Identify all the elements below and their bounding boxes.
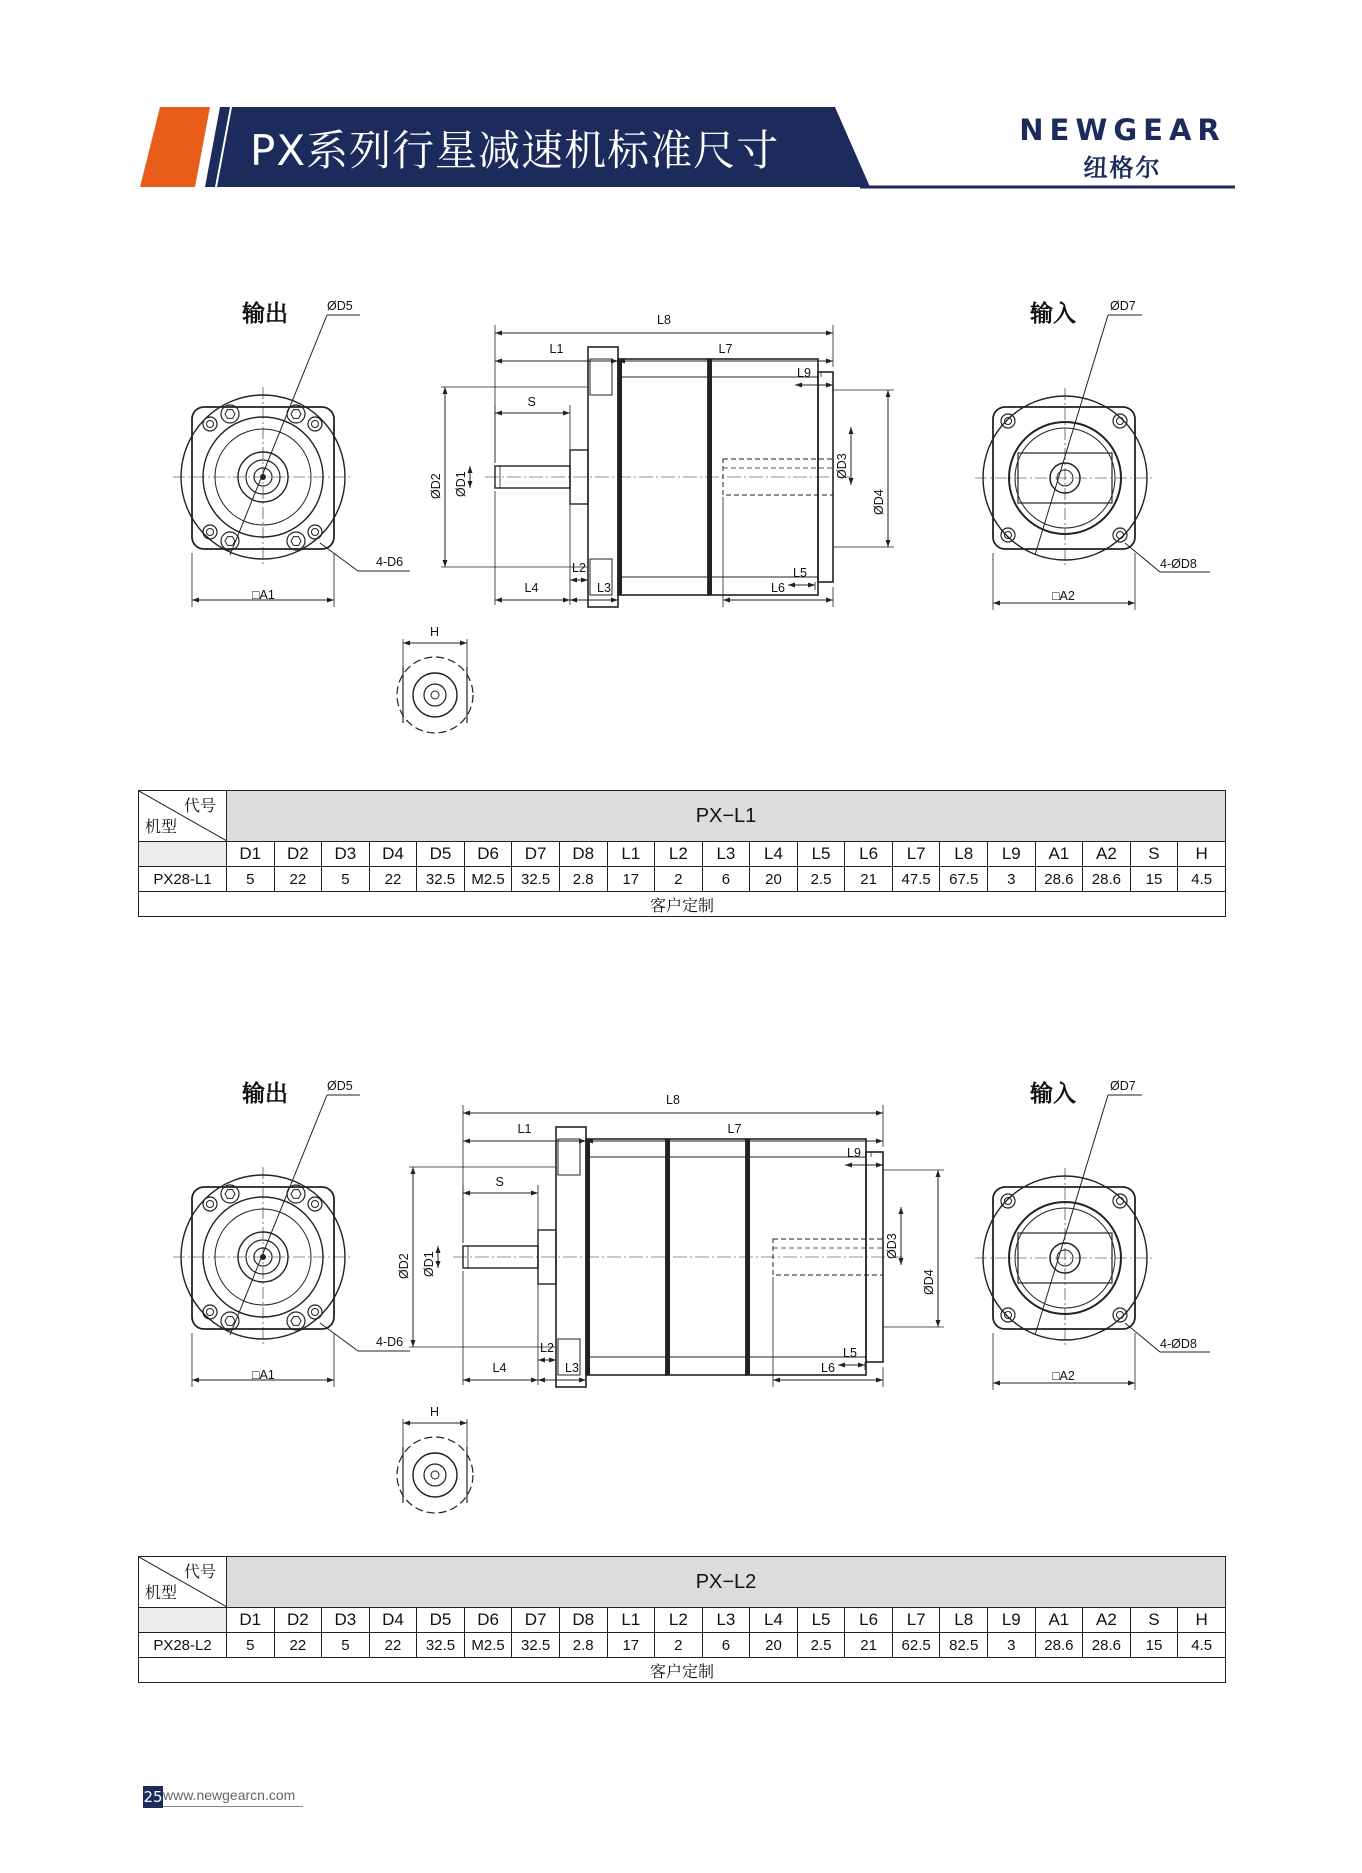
column-header-a2: A2 (1083, 1608, 1131, 1633)
dim-label-h: H (430, 625, 440, 639)
dim-label-d2: ØD2 (397, 1253, 411, 1279)
dim-label-d6: 4-D6 (376, 1335, 404, 1349)
value-cell-d6: M2.5 (464, 867, 512, 892)
custom-note: 客户定制 (139, 892, 1226, 917)
value-cell-l8: 82.5 (940, 1633, 988, 1658)
dim-label-l3: L3 (597, 581, 611, 595)
model-label: 机型 (145, 1585, 178, 1602)
column-header-d2: D2 (274, 842, 322, 867)
dim-label-l7: L7 (718, 342, 733, 356)
dim-label-l9: L9 (847, 1146, 861, 1160)
column-header-d7: D7 (512, 1608, 560, 1633)
input-label: 输入 (1030, 1081, 1076, 1107)
dim-label-l5: L5 (843, 1346, 857, 1360)
orange-stripe (140, 107, 210, 187)
dim-label-l9: L9 (797, 366, 811, 380)
dim-label-d7: ØD7 (1110, 1079, 1136, 1093)
value-cell-l9: 3 (988, 1633, 1036, 1658)
value-cell-l1: 17 (607, 867, 655, 892)
value-cell-d1: 5 (227, 1633, 275, 1658)
dim-label-l7: L7 (727, 1122, 742, 1136)
column-header-l2: L2 (655, 1608, 703, 1633)
value-cell-l4: 20 (750, 867, 798, 892)
value-cell-l6: 21 (845, 867, 893, 892)
column-header-s: S (1130, 1608, 1178, 1633)
value-cell-l3: 6 (702, 1633, 750, 1658)
column-header-d2: D2 (274, 1608, 322, 1633)
value-cell-l7: 47.5 (892, 867, 940, 892)
column-header-d8: D8 (559, 842, 607, 867)
value-cell-l8: 67.5 (940, 867, 988, 892)
column-header-l3: L3 (702, 842, 750, 867)
dim-label-l1: L1 (517, 1122, 532, 1136)
code-label: 代号 (183, 798, 216, 815)
column-header-a1: A1 (1035, 842, 1083, 867)
value-cell-a2: 28.6 (1083, 867, 1131, 892)
dim-label-a2: □A2 (1052, 589, 1075, 603)
column-header-d3: D3 (322, 1608, 370, 1633)
drawing-px-l1 (130, 285, 1240, 775)
value-cell-d8: 2.8 (559, 867, 607, 892)
value-cell-d7: 32.5 (512, 1633, 560, 1658)
dim-label-l2: L2 (540, 1341, 554, 1355)
value-cell-l3: 6 (702, 867, 750, 892)
model-cell: PX28-L1 (139, 867, 227, 892)
blank-cell (139, 842, 227, 867)
column-header-a1: A1 (1035, 1608, 1083, 1633)
dim-label-l5: L5 (793, 566, 807, 580)
column-header-l8: L8 (940, 842, 988, 867)
website-url: www.newgearcn.com (163, 1787, 296, 1803)
column-header-d4: D4 (369, 842, 417, 867)
dim-label-d6: 4-D6 (376, 555, 404, 569)
dim-label-s: S (527, 395, 536, 409)
dim-label-l3: L3 (565, 1361, 579, 1375)
code-label: 代号 (183, 1564, 216, 1581)
column-header-d7: D7 (512, 842, 560, 867)
dim-label-a1: □A1 (252, 1368, 275, 1382)
dim-label-d1: ØD1 (422, 1251, 436, 1277)
value-cell-l1: 17 (607, 1633, 655, 1658)
dim-label-d3: ØD3 (835, 453, 849, 479)
column-header-l8: L8 (940, 1608, 988, 1633)
dim-label-d2: ØD2 (429, 473, 443, 499)
value-cell-d4: 22 (369, 1633, 417, 1658)
value-cell-h: 4.5 (1178, 1633, 1226, 1658)
value-cell-s: 15 (1130, 867, 1178, 892)
brand-logo-text: NEWGEAR (1019, 113, 1226, 147)
value-cell-d8: 2.8 (559, 1633, 607, 1658)
column-header-l4: L4 (750, 1608, 798, 1633)
column-header-l6: L6 (845, 842, 893, 867)
dim-label-d5: ØD5 (327, 1079, 353, 1093)
value-cell-a2: 28.6 (1083, 1633, 1131, 1658)
column-header-l1: L1 (607, 1608, 655, 1633)
dim-label-a1: □A1 (252, 588, 275, 602)
dim-label-d7: ØD7 (1110, 299, 1136, 313)
column-header-l5: L5 (797, 842, 845, 867)
brand-logo-chinese: 纽格尔 (1083, 154, 1162, 182)
spec-table-px-l2 (138, 1556, 1226, 1683)
column-header-s: S (1130, 842, 1178, 867)
value-cell-l7: 62.5 (892, 1633, 940, 1658)
technical-drawing (130, 285, 1240, 775)
dim-label-l1: L1 (549, 342, 564, 356)
dim-label-d4: ØD4 (872, 489, 886, 515)
value-cell-l4: 20 (750, 1633, 798, 1658)
dim-label-d8: 4-ØD8 (1160, 557, 1197, 571)
custom-note: 客户定制 (139, 1658, 1226, 1683)
column-header-l9: L9 (988, 842, 1036, 867)
value-cell-a1: 28.6 (1035, 1633, 1083, 1658)
column-header-l9: L9 (988, 1608, 1036, 1633)
input-label: 输入 (1030, 301, 1076, 327)
value-cell-d5: 32.5 (417, 1633, 465, 1658)
value-cell-d5: 32.5 (417, 867, 465, 892)
dim-label-d5: ØD5 (327, 299, 353, 313)
column-header-l5: L5 (797, 1608, 845, 1633)
table-corner-cell (139, 1557, 227, 1608)
page-number: 25 (143, 1788, 163, 1806)
value-cell-l9: 3 (988, 867, 1036, 892)
column-header-l7: L7 (892, 842, 940, 867)
column-header-l3: L3 (702, 1608, 750, 1633)
value-cell-d1: 5 (227, 867, 275, 892)
value-cell-l2: 2 (655, 1633, 703, 1658)
footer-rule (163, 1806, 303, 1807)
dim-label-a2: □A2 (1052, 1369, 1075, 1383)
column-header-l4: L4 (750, 842, 798, 867)
output-label: 输出 (242, 301, 288, 327)
value-cell-d7: 32.5 (512, 867, 560, 892)
column-header-l7: L7 (892, 1608, 940, 1633)
dim-label-l8: L8 (657, 313, 671, 327)
column-header-l6: L6 (845, 1608, 893, 1633)
value-cell-d6: M2.5 (464, 1633, 512, 1658)
spec-table-px-l1 (138, 790, 1226, 917)
value-cell-d3: 5 (322, 867, 370, 892)
page-title: PX系列行星减速机标准尺寸 (250, 126, 780, 175)
value-cell-h: 4.5 (1178, 867, 1226, 892)
model-cell: PX28-L2 (139, 1633, 227, 1658)
technical-drawing (130, 1065, 1240, 1555)
dim-label-h: H (430, 1405, 440, 1419)
column-header-d6: D6 (464, 842, 512, 867)
column-header-d8: D8 (559, 1608, 607, 1633)
drawing-px-l2 (130, 1065, 1240, 1555)
output-label: 输出 (242, 1081, 288, 1107)
dim-label-l2: L2 (572, 561, 586, 575)
column-header-d5: D5 (417, 1608, 465, 1633)
dim-label-s: S (495, 1175, 504, 1189)
value-cell-d2: 22 (274, 867, 322, 892)
dim-label-l8: L8 (666, 1093, 680, 1107)
value-cell-l6: 21 (845, 1633, 893, 1658)
blank-cell (139, 1608, 227, 1633)
column-header-h: H (1178, 842, 1226, 867)
column-header-d6: D6 (464, 1608, 512, 1633)
table-corner-cell (139, 791, 227, 842)
column-header-l1: L1 (607, 842, 655, 867)
column-header-l2: L2 (655, 842, 703, 867)
dim-label-d3: ØD3 (885, 1233, 899, 1259)
dim-label-d8: 4-ØD8 (1160, 1337, 1197, 1351)
column-header-d5: D5 (417, 842, 465, 867)
column-header-d1: D1 (227, 1608, 275, 1633)
dim-label-d4: ØD4 (922, 1269, 936, 1295)
column-header-d1: D1 (227, 842, 275, 867)
value-cell-d4: 22 (369, 867, 417, 892)
model-label: 机型 (145, 819, 178, 836)
column-header-d3: D3 (322, 842, 370, 867)
column-header-d4: D4 (369, 1608, 417, 1633)
column-header-a2: A2 (1083, 842, 1131, 867)
dim-label-d1: ØD1 (454, 471, 468, 497)
dim-label-l4: L4 (492, 1361, 507, 1375)
value-cell-s: 15 (1130, 1633, 1178, 1658)
dim-label-l6: L6 (821, 1361, 835, 1375)
dim-label-l6: L6 (771, 581, 785, 595)
series-title: PX−L2 (227, 1557, 1226, 1608)
column-header-h: H (1178, 1608, 1226, 1633)
series-title: PX−L1 (227, 791, 1226, 842)
value-cell-l2: 2 (655, 867, 703, 892)
dim-label-l4: L4 (524, 581, 539, 595)
value-cell-l5: 2.5 (797, 867, 845, 892)
value-cell-d3: 5 (322, 1633, 370, 1658)
value-cell-l5: 2.5 (797, 1633, 845, 1658)
value-cell-a1: 28.6 (1035, 867, 1083, 892)
value-cell-d2: 22 (274, 1633, 322, 1658)
